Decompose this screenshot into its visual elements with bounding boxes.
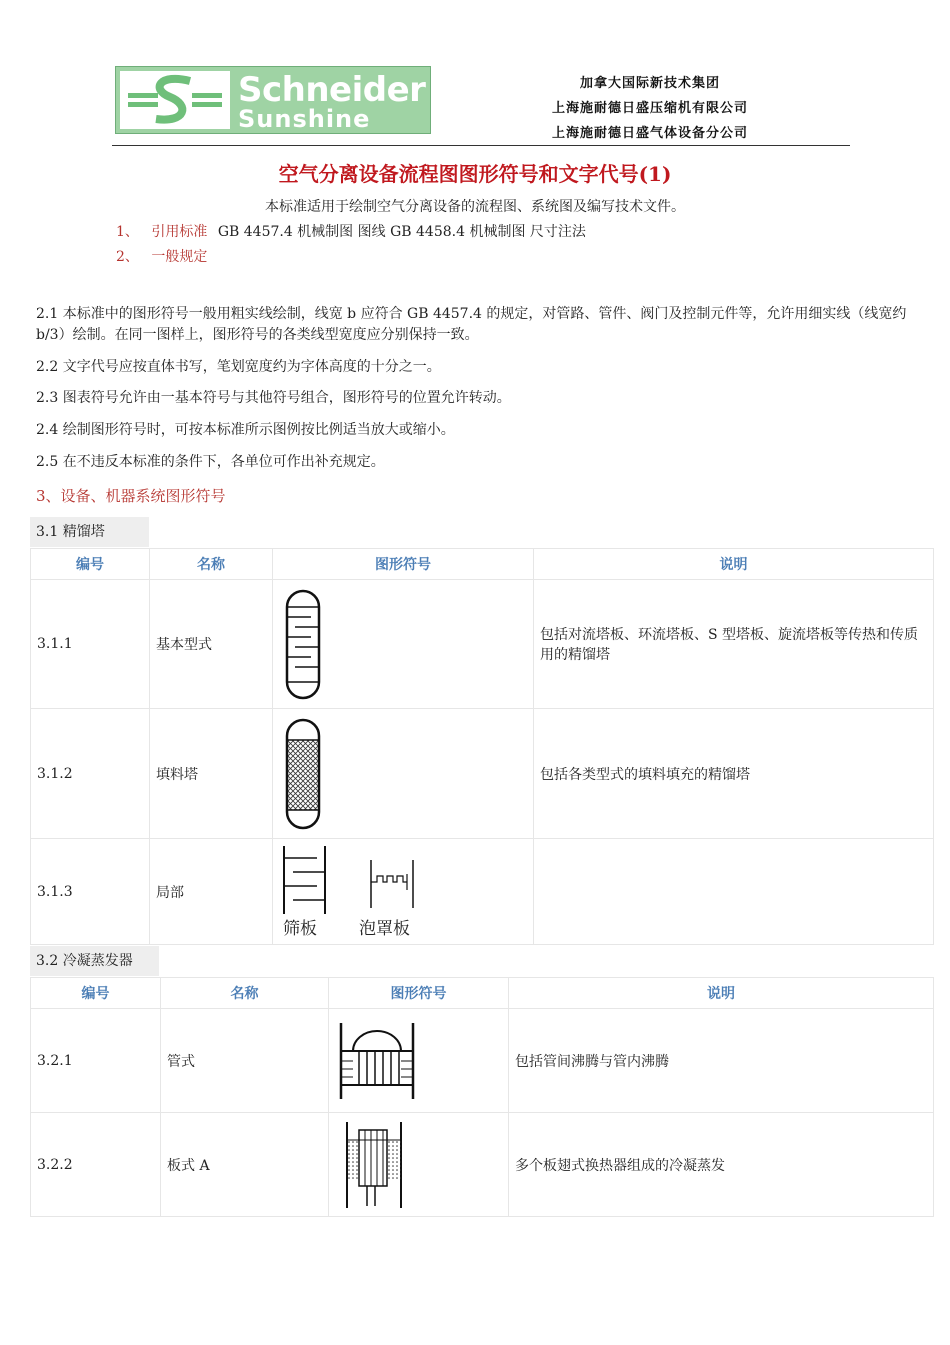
sieve-plate-icon (281, 846, 331, 916)
table-row (31, 580, 934, 709)
section-1-number: 1、 (116, 224, 139, 240)
company-line-1: 加拿大国际新技术集团 (579, 76, 720, 91)
header-desc: 说明 (509, 978, 934, 1009)
header-name: 名称 (150, 549, 273, 580)
condenser-tube-icon (337, 1021, 417, 1101)
section-1-text: GB 4457.4 机械制图 图线 GB 4458.4 机械制图 尺寸注法 (217, 224, 586, 240)
row-desc: 包括对流塔板、环流塔板、S 型塔板、旋流塔板等传热和传质用的精馏塔 (534, 580, 934, 709)
row-symbol (273, 580, 534, 709)
rule-2-4: 2.4 绘制图形符号时，可按本标准所示图例按比例适当放大或缩小。 (36, 422, 455, 438)
intro-text: 本标准适用于绘制空气分离设备的流程图、系统图及编写技术文件。 (265, 199, 685, 215)
company-line-3: 上海施耐德日盛气体设备分公司 (551, 126, 748, 141)
bubble-cap-label: 泡罩板 (359, 918, 410, 939)
company-line-2: 上海施耐德日盛压缩机有限公司 (551, 101, 748, 116)
header-code: 编号 (31, 978, 161, 1009)
table-row (31, 1113, 934, 1217)
row-desc: 包括各类型式的填料填充的精馏塔 (534, 709, 934, 839)
section-2-number: 2、 (116, 249, 139, 265)
table-row (31, 709, 934, 839)
table-header-row (31, 978, 934, 1009)
row-code: 3.2.1 (31, 1009, 161, 1113)
section-2-label: 一般规定 (151, 249, 208, 265)
row-desc (534, 839, 934, 945)
condenser-plate-icon (343, 1120, 413, 1210)
header-desc: 说明 (534, 549, 934, 580)
row-name: 填料塔 (150, 709, 273, 839)
column-packed-icon (283, 716, 343, 832)
table-row (31, 1009, 934, 1113)
row-symbol (329, 1113, 509, 1217)
table-condenser-evaporator (30, 977, 934, 1217)
table-2-caption: 3.2 冷凝蒸发器 (30, 946, 159, 976)
row-name: 板式 A (161, 1113, 329, 1217)
rule-2-2: 2.2 文字代号应按直体书写，笔划宽度约为字体高度的十分之一。 (36, 359, 441, 375)
logo-text-sunshine: Sunshine (238, 105, 371, 133)
page-title: 空气分离设备流程图图形符号和文字代号(1) (278, 162, 672, 186)
column-partial-icon (273, 842, 473, 942)
row-symbol (329, 1009, 509, 1113)
header-symbol: 图形符号 (329, 978, 509, 1009)
sieve-plate-label: 筛板 (283, 918, 317, 939)
row-code: 3.1.1 (31, 580, 150, 709)
bubble-cap-plate-icon (369, 860, 419, 910)
row-code: 3.1.3 (31, 839, 150, 945)
row-name: 管式 (161, 1009, 329, 1113)
table-1-caption: 3.1 精馏塔 (30, 517, 149, 547)
row-code: 3.2.2 (31, 1113, 161, 1217)
header-symbol: 图形符号 (273, 549, 534, 580)
row-desc: 多个板翅式换热器组成的冷凝蒸发 (509, 1113, 934, 1217)
section-3-heading: 3、设备、机器系统图形符号 (36, 487, 226, 505)
row-name: 基本型式 (150, 580, 273, 709)
logo-mark-icon (120, 71, 230, 129)
row-name: 局部 (150, 839, 273, 945)
header-name: 名称 (161, 978, 329, 1009)
rule-2-5: 2.5 在不违反本标准的条件下，各单位可作出补充规定。 (36, 454, 385, 470)
column-trays-icon (283, 587, 343, 702)
row-symbol (273, 839, 534, 945)
table-header-row (31, 549, 934, 580)
logo-text-schneider: Schneider (238, 70, 426, 110)
company-logo (115, 66, 431, 134)
header-code: 编号 (31, 549, 150, 580)
row-code: 3.1.2 (31, 709, 150, 839)
header-divider (112, 145, 850, 146)
row-symbol (273, 709, 534, 839)
rule-2-3: 2.3 图表符号允许由一基本符号与其他符号组合，图形符号的位置允许转动。 (36, 390, 511, 406)
section-1-label: 引用标准 (151, 224, 208, 240)
section-2 (116, 247, 207, 268)
section-1 (116, 222, 586, 243)
table-distillation-column (30, 548, 934, 945)
rule-2-1: 2.1 本标准中的图形符号一般用粗实线绘制，线宽 b 应符合 GB 4457.4 的规定，对管路、管件、阀门及控制元件等，允许用细实线（线宽约 b/3）绘制。在同一图样上，图形符号的各类线型宽度应分别保持一致。 (36, 306, 907, 343)
table-row (31, 839, 934, 945)
row-desc: 包括管间沸腾与管内沸腾 (509, 1009, 934, 1113)
